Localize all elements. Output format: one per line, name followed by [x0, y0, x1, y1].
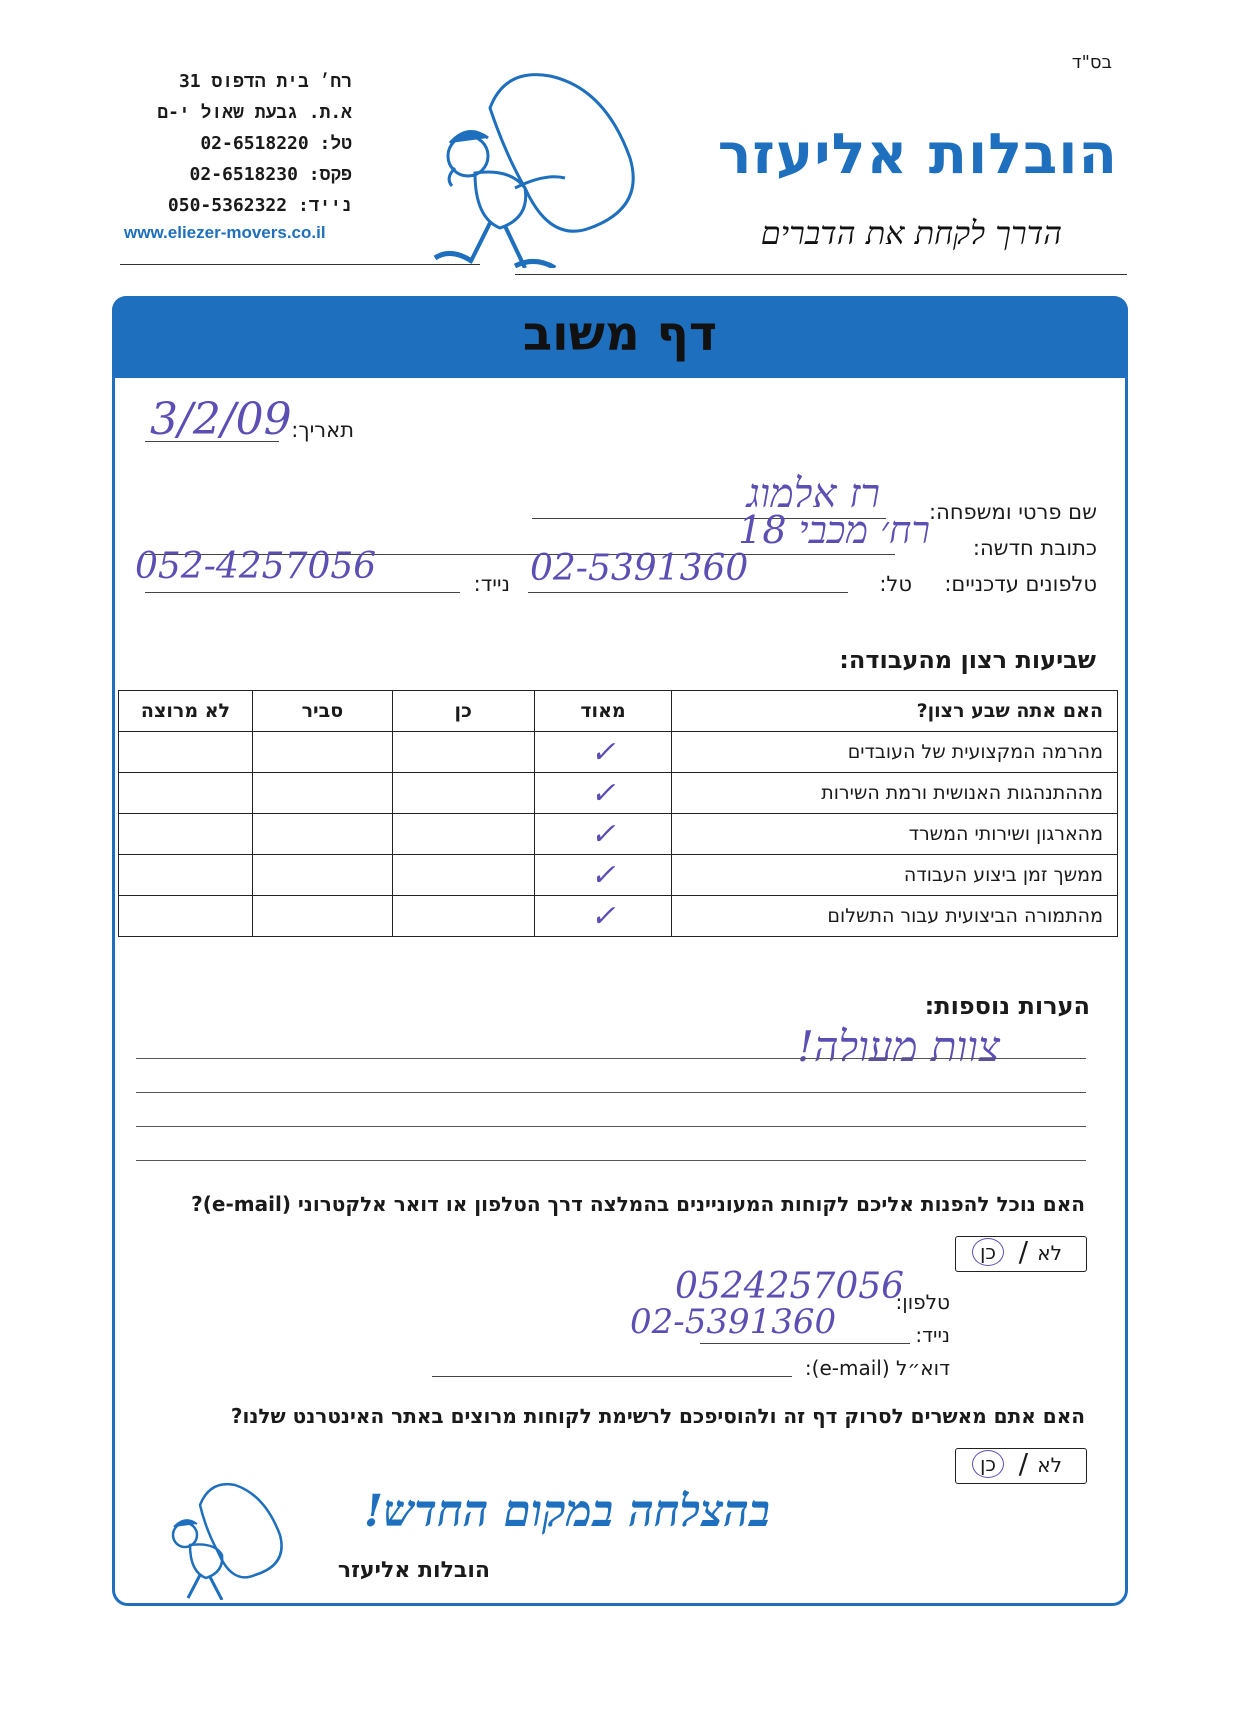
name-value[interactable]: רז אלמוג [746, 471, 880, 517]
referral-mobile-line [700, 1343, 910, 1344]
check-cell-yes[interactable] [392, 896, 534, 937]
company-name: הובלות אליעזר [717, 122, 1118, 187]
form-title: דף משוב [522, 306, 718, 362]
address-line-1: רח׳ בית הדפוס 31 [178, 71, 352, 92]
check-cell-unsatisfied[interactable] [119, 732, 253, 773]
column-header-yes: כן [392, 691, 534, 732]
check-cell-yes[interactable] [392, 814, 534, 855]
mobile-line: נייד: 050-5362322 [167, 195, 352, 216]
scan-yes-no-box [955, 1448, 1087, 1484]
comments-value[interactable]: צוות מעולה! [796, 1022, 1000, 1071]
phones-label: טלפונים עדכניים: [944, 572, 1097, 596]
check-cell-reasonable[interactable] [252, 773, 392, 814]
check-mark: ✓ [590, 775, 616, 811]
phone-line: טל: 02-6518220 [200, 133, 352, 154]
scan-no-option[interactable]: לא [1037, 1453, 1062, 1477]
check-cell-unsatisfied[interactable] [119, 814, 253, 855]
check-cell-yes[interactable] [392, 773, 534, 814]
referral-no-option[interactable]: לא [1037, 1241, 1062, 1265]
referral-question: האם נוכל להפנות אליכם לקוחות המעוניינים בהמלצה דרך הטלפון או דואר אלקטרוני (e-mail)? [191, 1192, 1085, 1216]
check-cell-reasonable[interactable] [252, 814, 392, 855]
comment-line-4 [136, 1160, 1086, 1161]
referral-phone-value[interactable]: 0524257056 [675, 1266, 905, 1307]
comment-line-3 [136, 1126, 1086, 1127]
address-line-2: א.ת. גבעת שאול י-ם [157, 102, 352, 123]
scan-permission-question: האם אתם מאשרים לסרוק דף זה ולהוסיפכם לרשימת לקוחות מרוצים באתר האינטרנט שלנו? [230, 1404, 1085, 1428]
check-mark: ✓ [590, 734, 616, 770]
referral-phone-label: טלפון: [895, 1290, 950, 1314]
table-row [119, 732, 1118, 773]
footer-wish: בהצלחה במקום החדש! [363, 1486, 770, 1537]
tel-value[interactable]: 02-5391360 [530, 548, 749, 589]
address-block [122, 66, 352, 221]
column-header-very: מאוד [534, 691, 672, 732]
name-label: שם פרטי ומשפחה: [929, 500, 1097, 524]
row-label: ממשך זמן ביצוע העבודה [672, 855, 1118, 896]
row-label: מהתמורה הביצועית עבור התשלום [672, 896, 1118, 937]
row-label: מהארגון ושירותי המשרד [672, 814, 1118, 855]
header-divider-right [515, 274, 1127, 275]
check-cell-yes[interactable] [392, 732, 534, 773]
check-cell-yes[interactable] [392, 855, 534, 896]
check-cell-unsatisfied[interactable] [119, 896, 253, 937]
referral-mobile-label: נייד: [915, 1323, 950, 1347]
address-value[interactable]: רח׳ מכבי 18 [738, 508, 930, 552]
scan-yes-option[interactable]: כן [972, 1450, 1004, 1478]
satisfaction-table [118, 690, 1118, 937]
check-cell-unsatisfied[interactable] [119, 855, 253, 896]
date-value[interactable]: 3/2/09 [150, 394, 292, 445]
table-row [119, 855, 1118, 896]
date-label: תאריך: [291, 418, 354, 442]
table-header-row [119, 691, 1118, 732]
address-label: כתובת חדשה: [972, 536, 1097, 560]
check-cell-reasonable[interactable] [252, 855, 392, 896]
mover-mascot-small [160, 1480, 290, 1600]
column-header-unsatisfied: לא מרוצה [119, 691, 253, 732]
referral-email-line [432, 1376, 792, 1377]
comments-label: הערות נוספות: [924, 992, 1090, 1020]
referral-mobile-value[interactable]: 02-5391360 [630, 1302, 837, 1342]
referral-yes-option[interactable]: כן [972, 1238, 1004, 1266]
table-row [119, 814, 1118, 855]
check-cell-very[interactable] [534, 773, 672, 814]
row-label: מהרמה המקצועית של העובדים [672, 732, 1118, 773]
mobile-label: נייד: [473, 572, 510, 596]
tel-line [528, 592, 848, 593]
table-row [119, 773, 1118, 814]
check-cell-very[interactable] [534, 732, 672, 773]
website-link[interactable]: www.eliezer-movers.co.il [124, 223, 326, 242]
referral-yes-no-box [955, 1236, 1087, 1272]
corner-mark: בס"ד [1071, 52, 1112, 73]
company-slogan: הדרך לקחת את הדברים [760, 214, 1062, 252]
check-mark: ✓ [590, 857, 616, 893]
header-divider-left [120, 264, 480, 265]
check-cell-very[interactable] [534, 896, 672, 937]
check-cell-unsatisfied[interactable] [119, 773, 253, 814]
slash-separator: / [1018, 1447, 1028, 1480]
comment-line-2 [136, 1092, 1086, 1093]
comment-line-1 [136, 1058, 1086, 1059]
check-cell-very[interactable] [534, 855, 672, 896]
mover-mascot-logo [430, 68, 645, 268]
tel-label: טל: [879, 572, 912, 596]
check-mark: ✓ [590, 816, 616, 852]
row-label: מההתנהגות האנושית ורמת השירות [672, 773, 1118, 814]
column-header-question: האם אתה שבע רצון? [672, 691, 1118, 732]
satisfaction-heading: שביעות רצון מהעבודה: [839, 646, 1096, 674]
mobile-value[interactable]: 052-4257056 [135, 546, 377, 587]
check-cell-reasonable[interactable] [252, 732, 392, 773]
footer-signature: הובלות אליעזר [337, 1558, 490, 1583]
check-cell-reasonable[interactable] [252, 896, 392, 937]
mobile-line [145, 592, 460, 593]
column-header-reasonable: סביר [252, 691, 392, 732]
check-mark: ✓ [590, 898, 616, 934]
check-cell-very[interactable] [534, 814, 672, 855]
table-row [119, 896, 1118, 937]
slash-separator: / [1018, 1235, 1028, 1268]
fax-line: פקס: 02-6518230 [189, 164, 352, 185]
referral-email-label: דוא״ל (e-mail): [804, 1356, 950, 1380]
